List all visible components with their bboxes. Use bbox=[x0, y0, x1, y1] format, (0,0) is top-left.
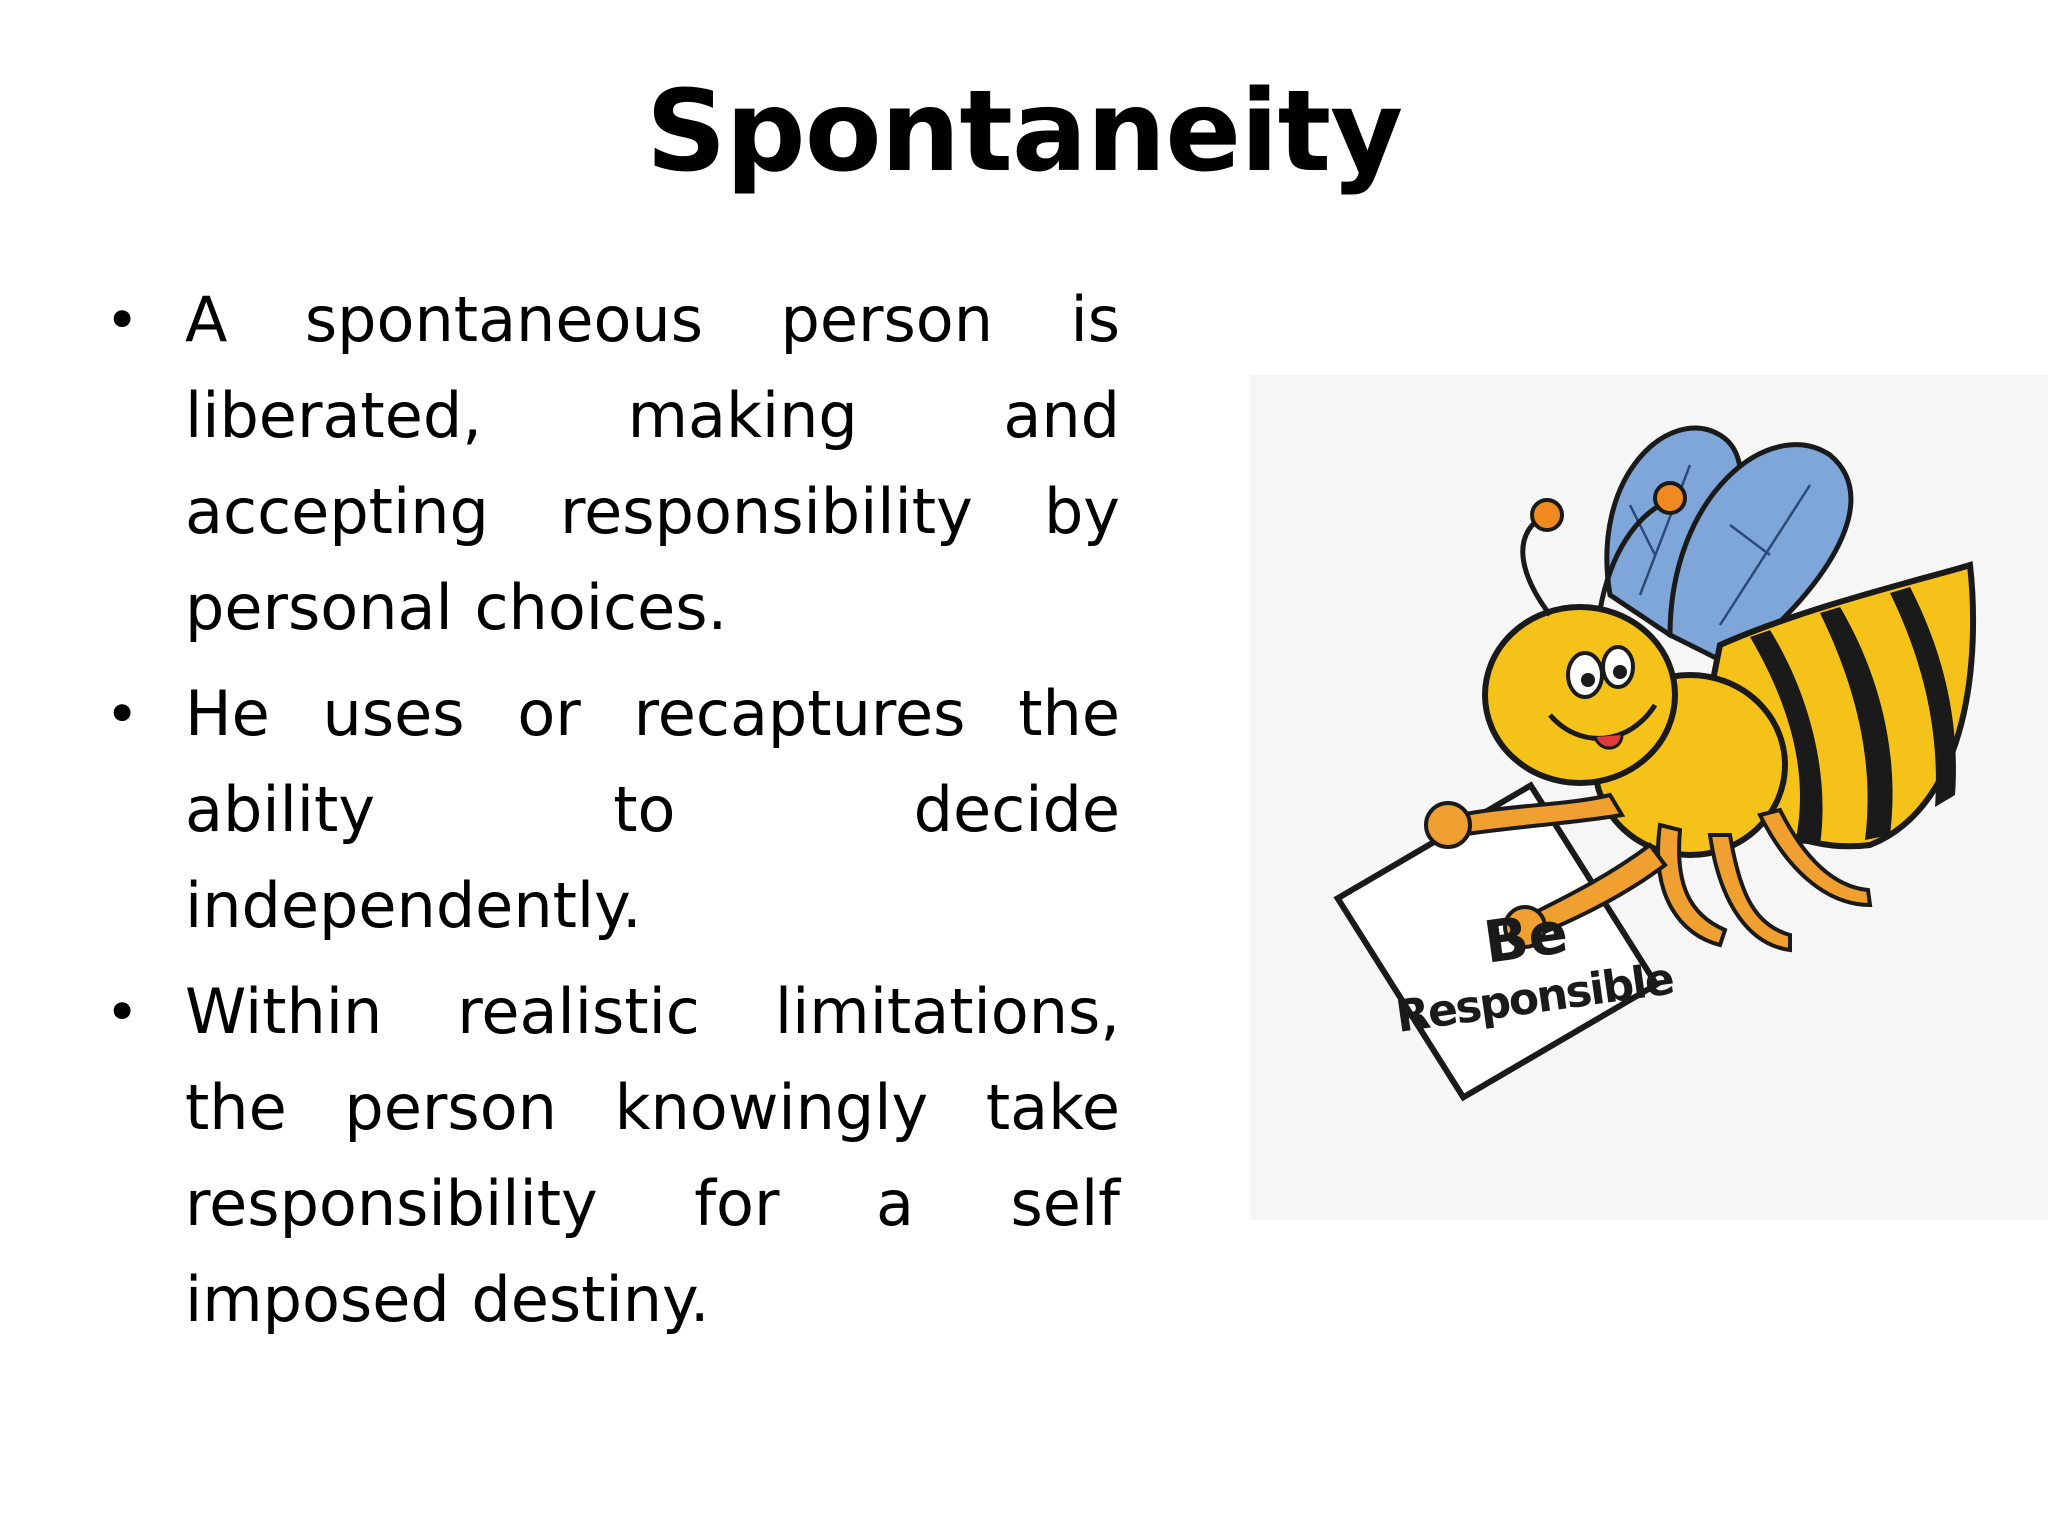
bullet-item bbox=[105, 666, 1120, 954]
sign-line-be: Be bbox=[1479, 897, 1572, 977]
bullet-icon: • bbox=[105, 680, 140, 748]
bullet-item bbox=[105, 964, 1120, 1348]
bullet-text: Within realistic limitations, the person knowingly take responsibility for a self imposed destiny. bbox=[185, 975, 1120, 1336]
sign-line-responsible: Responsible bbox=[1392, 953, 1676, 1043]
slide-title: Spontaneity bbox=[645, 67, 1403, 197]
bullet-icon: • bbox=[105, 286, 140, 354]
bee-illustration bbox=[1250, 375, 2048, 1220]
bullet-item bbox=[105, 272, 1120, 656]
bullet-list bbox=[105, 272, 1120, 1358]
bee-icon bbox=[1250, 375, 2048, 1220]
bullet-text: A spontaneous person is liberated, making and accepting responsibility by personal choices. bbox=[185, 283, 1120, 644]
bullet-text: He uses or recaptures the ability to decide independently. bbox=[185, 677, 1120, 942]
bullet-icon: • bbox=[105, 978, 140, 1046]
